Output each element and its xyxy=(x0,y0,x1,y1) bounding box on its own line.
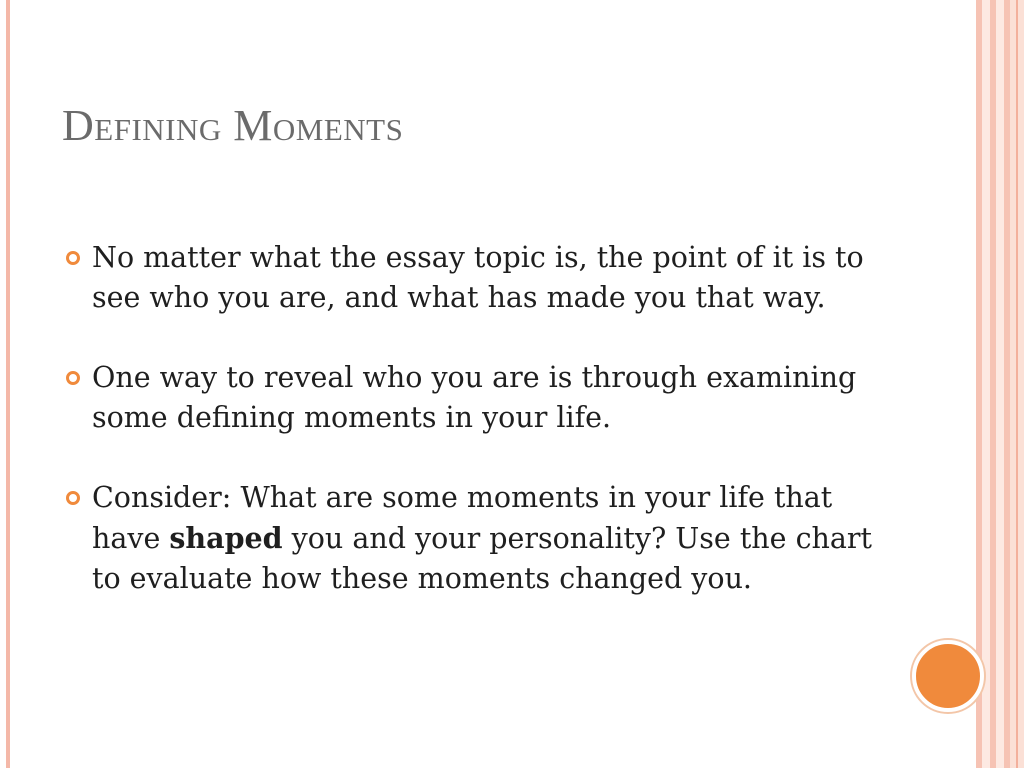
orange-ring-bullet-icon xyxy=(66,491,80,505)
slide-title: Defining Moments xyxy=(62,101,404,150)
right-decorative-stripe xyxy=(982,0,990,768)
orange-circle-ornament xyxy=(912,640,984,712)
bullet-item xyxy=(66,478,896,599)
bullet-text: No matter what the essay topic is, the point of it is to see who you are, and what has made you that way. xyxy=(92,241,864,314)
bullet-text-bold: shaped xyxy=(169,521,283,555)
bullet-text: One way to reveal who you are is through examining some defining moments in your life. xyxy=(92,361,857,434)
bullet-text-after: you and your personality? Use the chart to evaluate how these moments changed you. xyxy=(92,522,872,595)
bullet-item xyxy=(66,238,896,318)
right-decorative-stripe xyxy=(996,0,1004,768)
bullet-item xyxy=(66,358,896,438)
right-decorative-stripe xyxy=(1016,0,1018,768)
orange-ring-bullet-icon xyxy=(66,371,80,385)
bullet-text-before: Consider: What are some moments in your life that have xyxy=(92,481,833,555)
orange-ring-bullet-icon xyxy=(66,251,80,265)
left-border-stripe xyxy=(6,0,10,768)
bullet-list xyxy=(66,238,896,639)
